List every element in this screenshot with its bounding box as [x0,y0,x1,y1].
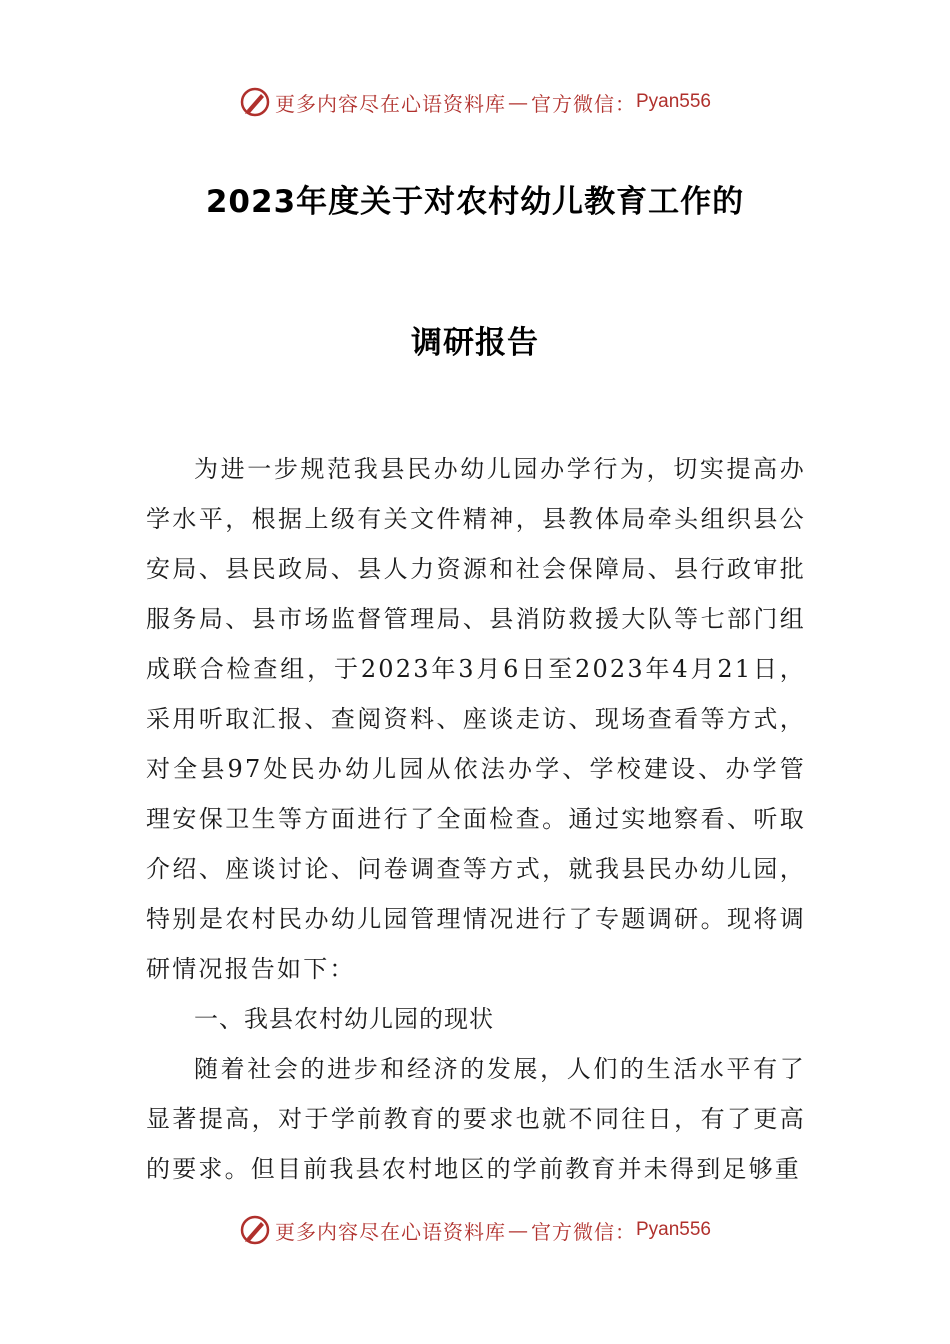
pen-logo-icon [239,86,271,118]
document-title-line1: 2023年度关于对农村幼儿教育工作的 [205,184,745,220]
pen-logo-icon [239,1214,271,1246]
document-title-line2: 调研报告 [411,325,539,361]
watermark-text: 更多内容尽在心语资料库 [274,1219,506,1244]
watermark-banner-top [0,82,950,122]
watermark-wechat-id: Pyan556 [635,91,711,112]
watermark-dash: — [507,1218,529,1242]
watermark-wechat-id: Pyan556 [635,1219,711,1240]
watermark-label: 官方微信： [530,91,636,116]
watermark-text: 更多内容尽在心语资料库 [274,91,506,116]
watermark-label: 官方微信： [530,1219,636,1244]
section-heading-1: 一、我县农村幼儿园的现状 [194,1005,494,1033]
paragraph-status: 随着社会的进步和经济的发展，人们的生活水平有了显著提高，对于学前教育的要求也就不同往日，有了更高的要求。但目前我县农村地区的学前教育并未得到足够重 [146,1055,806,1183]
paragraph-intro: 为进一步规范我县民办幼儿园办学行为，切实提高办学水平，根据上级有关文件精神，县教体局牵头组织县公安局、县民政局、县人力资源和社会保障局、县行政审批服务局、县市场监督管理局、县消防救援大队等七部门组成联合检查组，于2023年3月6日至2023年4月21日，采用听取汇报、查阅资料、座谈走访、现场查看等方式，对全县97处民办幼儿园从依法办学、学校建设、办学管理安保卫生等方面进行了全面检查。通过实地察看、听取介绍、座谈讨论、问卷调查等方式，就我县民办幼儿园，特别是农村民办幼儿园管理情况进行了专题调研。现将调研情况报告如下： [146,455,806,983]
watermark-dash: — [507,90,529,114]
watermark-banner-bottom [0,1210,950,1250]
document-body [146,444,806,1194]
